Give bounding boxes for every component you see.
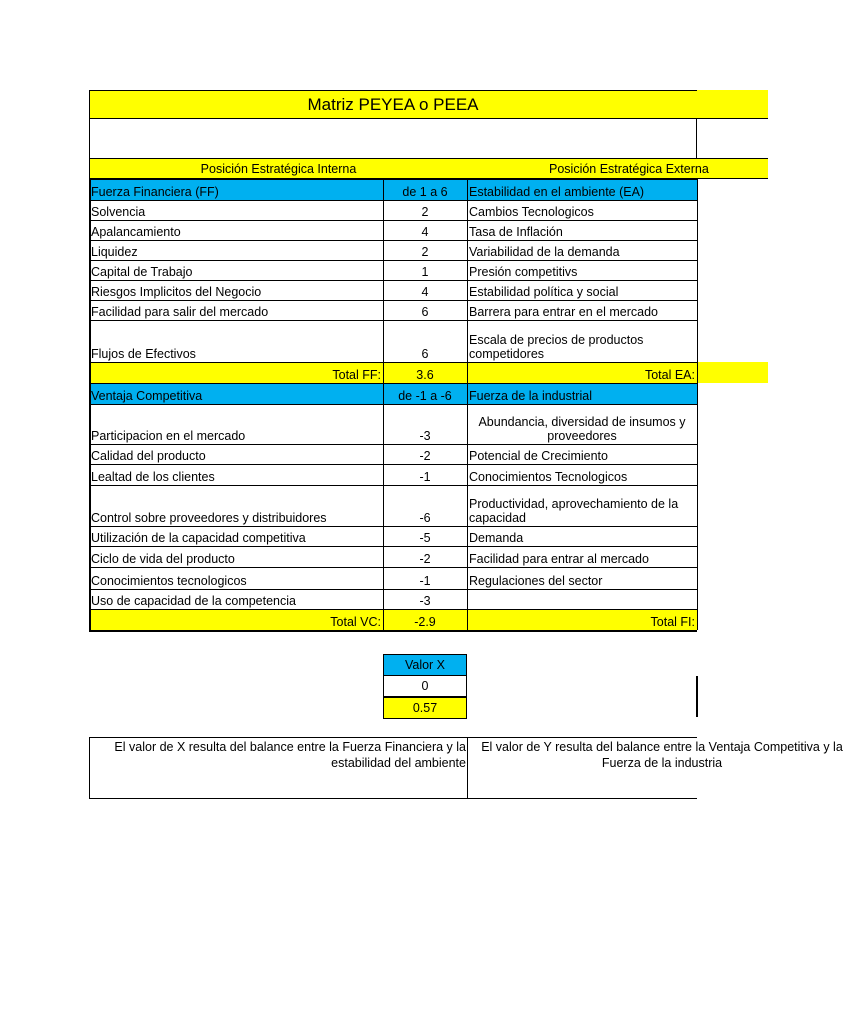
- ea-item-label: Estabilidad política y social: [467, 280, 697, 300]
- ff-item-value: 6: [383, 320, 467, 362]
- vc-item-label: Uso de capacidad de la competencia: [89, 589, 383, 609]
- external-header: Posición Estratégica Externa: [549, 161, 709, 176]
- vc-item-label: Calidad del producto: [89, 444, 383, 464]
- ff-item-label: Flujos de Efectivos: [89, 320, 383, 362]
- grid-vline: [467, 179, 468, 630]
- vc-item-label: Lealtad de los clientes: [89, 464, 383, 485]
- ff-item-label: Liquidez: [89, 240, 383, 260]
- ea-item-label: Barrera para entrar en el mercado: [467, 300, 697, 320]
- vc-item-label: Control sobre proveedores y distribuidores: [89, 485, 383, 526]
- ff-item-label: Facilidad para salir del mercado: [89, 300, 383, 320]
- grid-vline: [697, 179, 698, 630]
- fi-header-label: Fuerza de la industrial: [467, 383, 697, 404]
- vc-item-value: -3: [383, 404, 467, 444]
- blank-row: [89, 118, 697, 158]
- ff-total-label: Total FF:: [89, 362, 383, 383]
- vc-item-value: -5: [383, 526, 467, 546]
- ea-item-label: Variabilidad de la demanda: [467, 240, 697, 260]
- fi-item-label: Productividad, aprovechamiento de la capacidad: [467, 485, 697, 526]
- ff-item-value: 2: [383, 200, 467, 220]
- vc-item-value: -2: [383, 546, 467, 567]
- row-extension: [697, 362, 768, 383]
- vc-item-label: Conocimientos tecnologicos: [89, 567, 383, 589]
- ff-item-value: 1: [383, 260, 467, 280]
- fi-item-label: Regulaciones del sector: [467, 567, 697, 589]
- valor-x-zero: 0: [383, 675, 467, 697]
- ff-item-value: 2: [383, 240, 467, 260]
- vc-item-label: Ciclo de vida del producto: [89, 546, 383, 567]
- vc-item-value: -3: [383, 589, 467, 609]
- fi-item-label: Conocimientos Tecnologicos: [467, 464, 697, 485]
- ff-item-label: Apalancamiento: [89, 220, 383, 240]
- ea-total-label: Total EA:: [467, 362, 697, 383]
- vc-total-label: Total VC:: [89, 609, 383, 630]
- vc-header-label: Ventaja Competitiva: [89, 383, 383, 404]
- ff-item-label: Solvencia: [89, 200, 383, 220]
- fi-item-label: Facilidad para entrar al mercado: [467, 546, 697, 567]
- ea-item-label: Escala de precios de productos competidores: [467, 320, 697, 362]
- grid-bottom-line: [89, 630, 697, 632]
- ff-total-value: 3.6: [383, 362, 467, 383]
- fi-total-label: Total FI:: [467, 609, 697, 630]
- fi-item-label: [467, 589, 697, 609]
- vc-item-label: Utilización de la capacidad competitiva: [89, 526, 383, 546]
- valor-y-edge: [696, 676, 698, 717]
- fi-item-label: Demanda: [467, 526, 697, 546]
- valor-x-label: Valor X: [404, 658, 446, 672]
- grid-vline: [89, 179, 91, 630]
- ff-item-value: 4: [383, 220, 467, 240]
- note-y: El valor de Y resulta del balance entre la Ventaja Competitiva y la Fuerza de la industria: [481, 740, 843, 770]
- vc-item-value: -1: [383, 464, 467, 485]
- ea-item-label: Cambios Tecnologicos: [467, 200, 697, 220]
- ff-item-value: 4: [383, 280, 467, 300]
- note-x: El valor de X resulta del balance entre la Fuerza Financiera y la estabilidad del ambiente: [114, 740, 466, 770]
- valor-x-value: 0.57: [383, 697, 467, 719]
- grid-vline: [383, 179, 384, 630]
- ea-item-label: Presión competitivs: [467, 260, 697, 280]
- vc-total-value: -2.9: [383, 609, 467, 630]
- ea-header-label: Estabilidad en el ambiente (EA): [467, 179, 697, 200]
- vc-item-value: -6: [383, 485, 467, 526]
- ff-header-label: Fuerza Financiera (FF): [89, 179, 383, 200]
- page-title: Matriz PEYEA o PEEA: [307, 94, 479, 114]
- ea-item-label: Tasa de Inflación: [467, 220, 697, 240]
- ff-item-label: Capital de Trabajo: [89, 260, 383, 280]
- vc-item-value: -2: [383, 444, 467, 464]
- title-bar-extension: [697, 90, 768, 117]
- note-y-clip: [468, 739, 843, 779]
- vc-item-label: Participacion en el mercado: [89, 404, 383, 444]
- ff-item-value: 6: [383, 300, 467, 320]
- vc-item-value: -1: [383, 567, 467, 589]
- fi-item-label: Abundancia, diversidad de insumos y proveedores: [467, 404, 697, 444]
- ff-scale: de 1 a 6: [383, 179, 467, 200]
- internal-header: Posición Estratégica Interna: [200, 161, 357, 176]
- vc-scale: de -1 a -6: [383, 383, 467, 404]
- ff-item-label: Riesgos Implicitos del Negocio: [89, 280, 383, 300]
- fi-item-label: Potencial de Crecimiento: [467, 444, 697, 464]
